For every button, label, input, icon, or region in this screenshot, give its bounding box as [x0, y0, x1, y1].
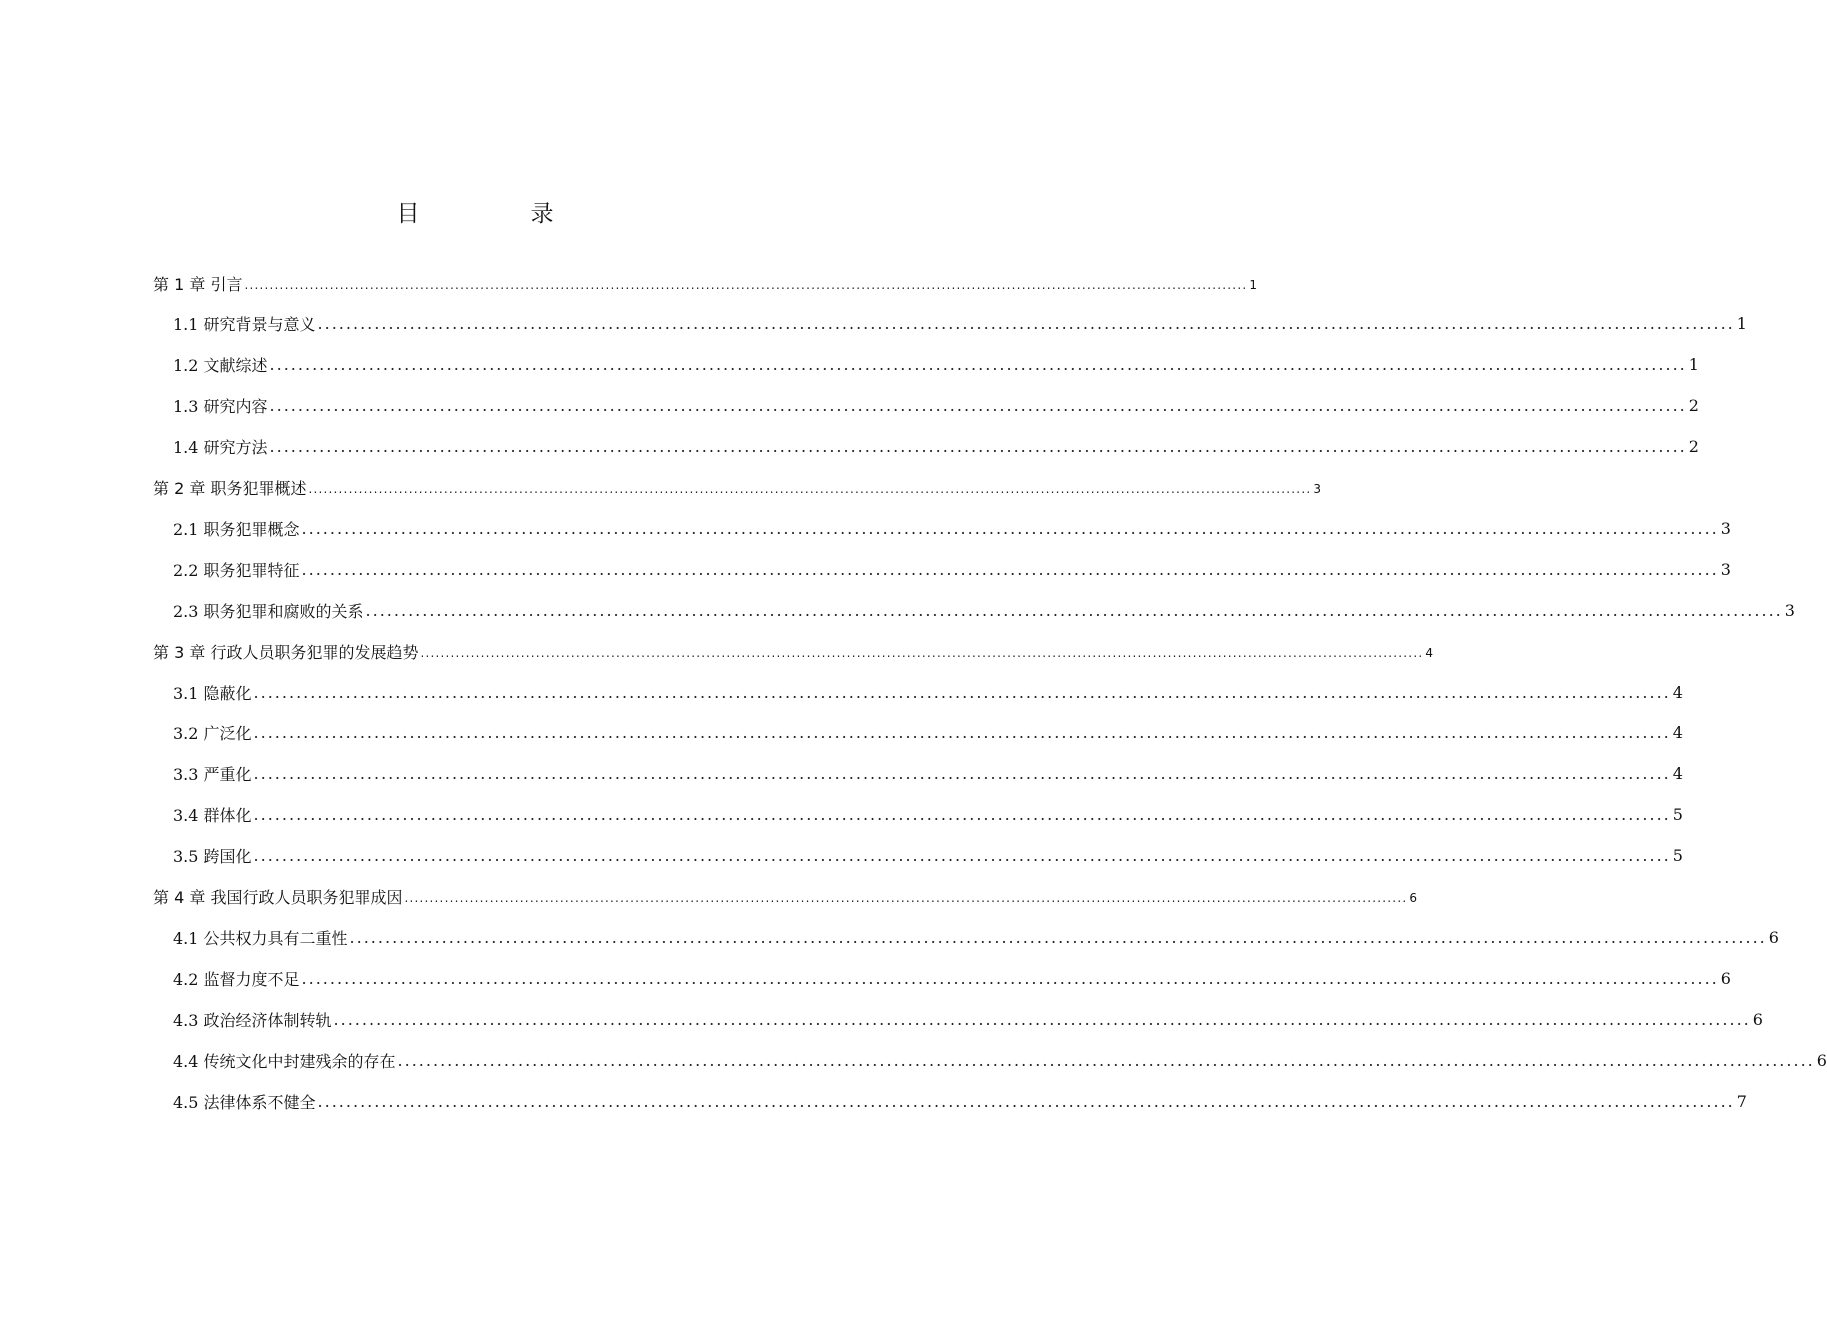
toc-entry-label: 1.2 文献综述 — [173, 356, 268, 376]
dot-leader: ........................................................................................................................................................................................................ — [269, 396, 1687, 416]
dot-leader: ........................................................................................................................................................................................................ — [404, 891, 1408, 905]
toc-chapter-entry[interactable] — [153, 877, 1417, 917]
dot-leader: ........................................................................................................................................................................................................ — [253, 723, 1671, 743]
toc-page-number: 3 — [1784, 600, 1795, 620]
toc-section-entry[interactable] — [173, 836, 1683, 876]
toc-page-number: 1 — [1688, 355, 1699, 375]
dot-leader: ........................................................................................................................................................................................................ — [253, 764, 1671, 784]
toc-entry-label: 2.1 职务犯罪概念 — [173, 519, 300, 539]
toc-page-number: 1 — [1736, 314, 1747, 334]
toc-section-entry[interactable] — [173, 345, 1699, 385]
dot-leader: ........................................................................................................................................................................................................ — [269, 437, 1687, 457]
toc-page-number: 2 — [1688, 396, 1699, 416]
dot-leader: ........................................................................................................................................................................................................ — [317, 314, 1735, 334]
toc-page-number: 6 — [1720, 968, 1731, 988]
toc-section-entry[interactable] — [173, 958, 1731, 998]
toc-entry-label: 4.5 法律体系不健全 — [173, 1092, 316, 1112]
dot-leader: ........................................................................................................................................................................................................ — [333, 1009, 1751, 1029]
dot-leader: ........................................................................................................................................................................................................ — [420, 645, 1424, 660]
toc-entry-label: 3.3 严重化 — [173, 765, 252, 785]
dot-leader: ........................................................................................................................................................................................................ — [349, 927, 1767, 947]
toc-entry-label: 1.3 研究内容 — [173, 397, 268, 417]
toc-section-entry[interactable] — [173, 672, 1683, 712]
toc-page-number: 6 — [1816, 1050, 1827, 1070]
toc-page-number: 4 — [1672, 723, 1683, 743]
toc-page-number: 4 — [1672, 764, 1683, 784]
dot-leader: ........................................................................................................................................................................................................ — [301, 968, 1719, 988]
toc-section-entry[interactable] — [173, 304, 1747, 344]
toc-entry-label: 4.4 传统文化中封建残余的存在 — [173, 1051, 396, 1071]
toc-page-number: 2 — [1688, 437, 1699, 457]
dot-leader: ........................................................................................................................................................................................................ — [317, 1091, 1735, 1111]
toc-page-number: 5 — [1672, 805, 1683, 825]
dot-leader: ........................................................................................................................................................................................................ — [365, 600, 1783, 620]
toc-page-number: 4 — [1672, 682, 1683, 702]
toc-entry-label: 4.2 监督力度不足 — [173, 969, 300, 989]
toc-section-entry[interactable] — [173, 549, 1731, 589]
toc-entry-label: 第 2 章 职务犯罪概述 — [153, 479, 307, 498]
dot-leader: ........................................................................................................................................................................................................ — [269, 355, 1687, 375]
dot-leader: ........................................................................................................................................................................................................ — [397, 1050, 1815, 1070]
toc-page-number: 6 — [1768, 927, 1779, 947]
toc-section-entry[interactable] — [173, 590, 1795, 630]
toc-section-entry[interactable] — [173, 427, 1699, 467]
toc-entry-label: 1.1 研究背景与意义 — [173, 315, 316, 335]
dot-leader: ........................................................................................................................................................................................................ — [244, 277, 1248, 292]
toc-section-entry[interactable] — [173, 713, 1683, 753]
toc-entry-label: 第 1 章 引言 — [153, 274, 243, 294]
toc-page-number: 7 — [1736, 1091, 1747, 1111]
toc-chapter-entry[interactable] — [153, 631, 1433, 671]
dot-leader: ........................................................................................................................................................................................................ — [301, 518, 1719, 538]
dot-leader: ........................................................................................................................................................................................................ — [253, 682, 1671, 702]
toc-entry-label: 1.4 研究方法 — [173, 438, 268, 458]
toc-page-number: 6 — [1752, 1009, 1763, 1029]
toc-section-entry[interactable] — [173, 386, 1699, 426]
toc-page-number: 4 — [1425, 645, 1433, 660]
toc-page-number: 3 — [1720, 518, 1731, 538]
toc-chapter-entry[interactable] — [153, 468, 1321, 508]
page-title: 目 录 — [396, 201, 598, 227]
toc-entry-label: 3.4 群体化 — [173, 806, 252, 826]
dot-leader: ........................................................................................................................................................................................................ — [301, 559, 1719, 579]
toc-section-entry[interactable] — [173, 1081, 1747, 1121]
toc-entry-label: 第 3 章 行政人员职务犯罪的发展趋势 — [153, 642, 419, 662]
toc-section-entry[interactable] — [173, 754, 1683, 794]
toc-chapter-entry[interactable] — [153, 263, 1257, 303]
toc-entry-label: 3.1 隐蔽化 — [173, 683, 252, 703]
toc-section-entry[interactable] — [173, 999, 1763, 1039]
toc-section-entry[interactable] — [173, 795, 1683, 835]
toc-entry-label: 3.2 广泛化 — [173, 724, 252, 744]
toc-page-number: 6 — [1409, 891, 1417, 905]
toc-section-entry[interactable] — [173, 1040, 1827, 1080]
toc-section-entry[interactable] — [173, 508, 1731, 548]
toc-entry-label: 3.5 跨国化 — [173, 847, 252, 867]
toc-page-number: 3 — [1313, 482, 1321, 496]
dot-leader: ........................................................................................................................................................................................................ — [308, 482, 1312, 496]
toc-entry-label: 第 4 章 我国行政人员职务犯罪成因 — [153, 888, 403, 907]
toc-entry-label: 2.2 职务犯罪特征 — [173, 560, 300, 580]
toc-entry-label: 4.1 公共权力具有二重性 — [173, 928, 348, 948]
toc-page-number: 3 — [1720, 559, 1731, 579]
dot-leader: ........................................................................................................................................................................................................ — [253, 805, 1671, 825]
toc-section-entry[interactable] — [173, 917, 1779, 957]
toc-entry-label: 4.3 政治经济体制转轨 — [173, 1010, 332, 1030]
toc-page-number: 1 — [1249, 277, 1257, 292]
toc-page-number: 5 — [1672, 846, 1683, 866]
toc-entry-label: 2.3 职务犯罪和腐败的关系 — [173, 601, 364, 621]
dot-leader: ........................................................................................................................................................................................................ — [253, 846, 1671, 866]
